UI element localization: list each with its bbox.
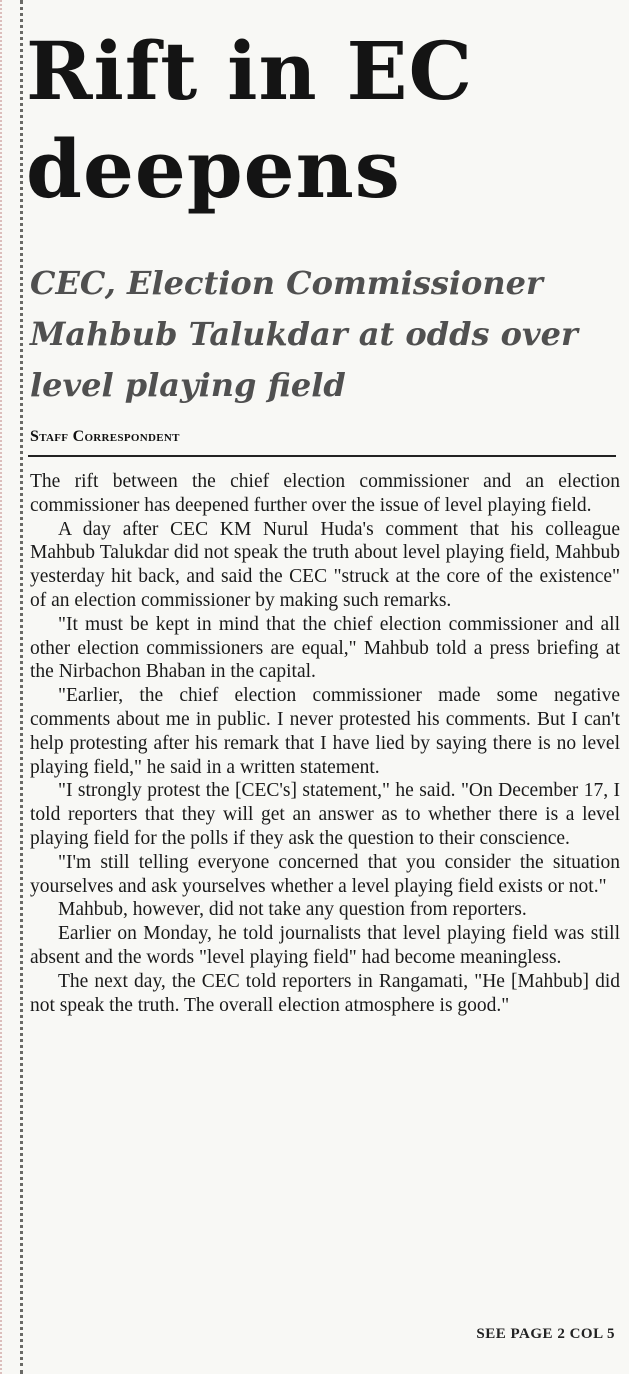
paragraph: "It must be kept in mind that the chief election commissioner and all other election commissioners are equal," Mahbub told a press briefing at the Nirbachon Bhaban in the capital. [30, 613, 620, 683]
continuation-jump-line: SEE PAGE 2 COL 5 [476, 1326, 615, 1342]
margin-decoration [0, 0, 12, 1374]
dotted-column-rule [20, 0, 23, 1374]
paragraph: "I strongly protest the [CEC's] statement," he said. "On December 17, I told reporters that they will get an answer as to whether there is a level playing field for the polls if they ask the question to their conscience. [30, 780, 620, 849]
paragraph: The next day, the CEC told reporters in Rangamati, "He [Mahbub] did not speak the truth. The overall election atmosphere is good." [30, 970, 620, 1016]
byline-divider [28, 455, 616, 457]
subheadline: CEC, Election Commissioner Mahbub Talukdar at odds over level playing field [30, 264, 578, 404]
article-body [30, 470, 620, 1017]
paragraph: The rift between the chief election commissioner and an election commissioner has deepened further over the issue of level playing field. [30, 471, 620, 516]
paragraph: Mahbub, however, did not take any question from reporters. [58, 899, 527, 921]
paragraph: Earlier on Monday, he told journalists that level playing field was still absent and the words "level playing field" had become meaningless. [30, 923, 620, 968]
paragraph: "Earlier, the chief election commissioner made some negative comments about me in public. I never protested his comments. But I can't help protesting after his remark that I have lied by saying there is no level playing field," he said in a written statement. [30, 685, 620, 778]
headline: Rift in EC deepens [26, 24, 474, 216]
paragraph: "I'm still telling everyone concerned that you consider the situation yourselves and ask yourselves whether a level playing field exists or not." [30, 851, 620, 897]
byline: Staff Correspondent [30, 428, 180, 445]
paragraph: A day after CEC KM Nurul Huda's comment that his colleague Mahbub Talukdar did not speak the truth about level playing field, Mahbub yesterday hit back, and said the CEC "struck at the core of the existence" of an election commissioner by making such remarks. [30, 518, 620, 611]
